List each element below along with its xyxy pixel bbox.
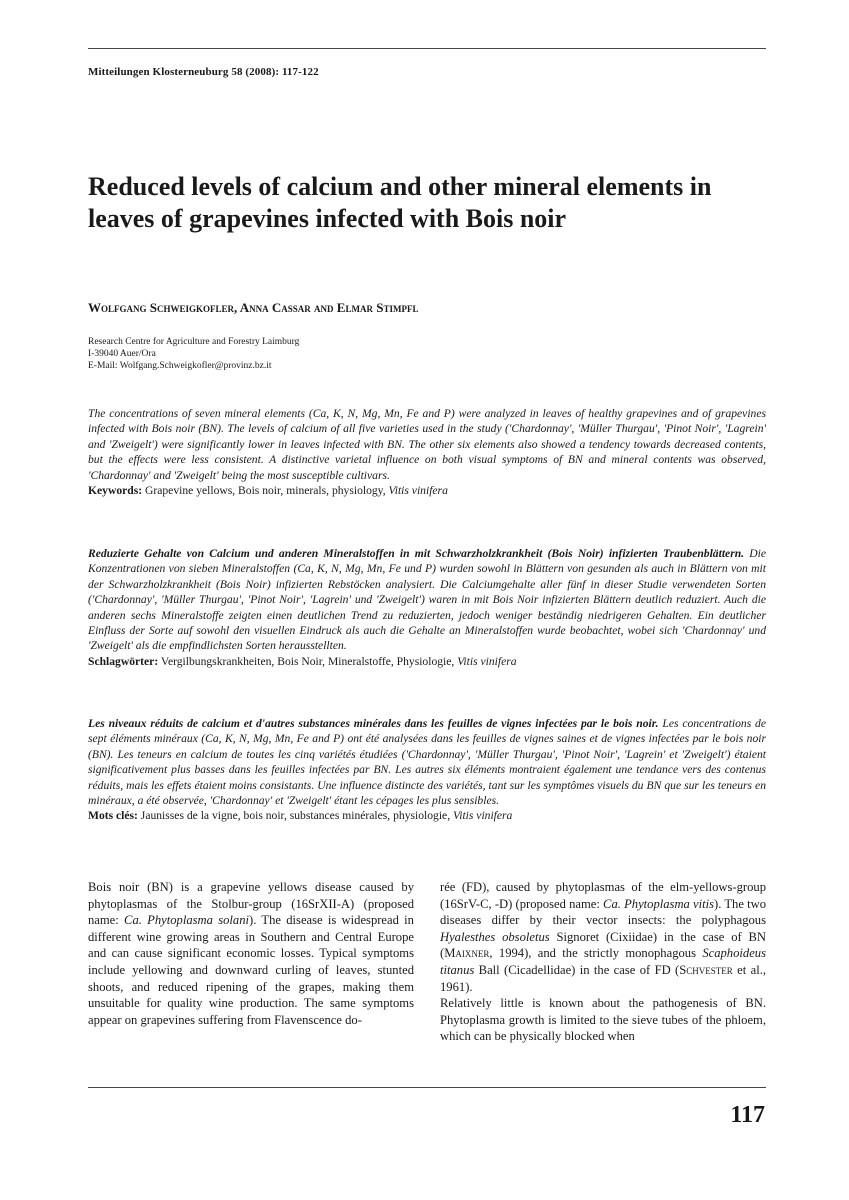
keywords-english	[88, 483, 766, 498]
body-text: et al., 1961).	[440, 962, 766, 994]
body-text: ). The two diseases differ by their vector insects: the polyphagous	[440, 896, 766, 928]
body-italic: Ca. Phytoplasma vitis	[603, 896, 715, 911]
body-text: , 1994), and the strictly monophagous	[489, 946, 703, 961]
keywords-french	[88, 808, 766, 823]
keywords-latin: Vitis vinifera	[453, 809, 513, 823]
journal-citation: Mitteilungen Klosterneuburg 58 (2008): 117-122	[88, 66, 319, 78]
body-column-right	[440, 879, 766, 1045]
body-text: ). The disease is widespread in different wine growing areas in Southern and Central Europe and can cause significant economic losses. Typical symptoms include yellowing and downward curling of leaves, stunted shoots, and reduced ripening of the grapes, making them unsuitable for quality wine production. The same symptoms appear on grapevines suffering from Flavenscence do-	[88, 913, 414, 1027]
abstract-french-body: Les concentrations de sept éléments minéraux (Ca, K, N, Mg, Mn, Fe and P) ont été analysées dans les feuilles de vignes saines et de vignes infectées par le bois noir (BN). Les teneurs en calcium de toutes les cinq variétés étudiées ('Chardonnay', 'Müller Thurgau', 'Pinot Noir', 'Lagrein' et 'Zweigelt') étaient significativement plus basses dans les feuilles infectées par BN. Les autres six éléments montraient également une tendance vers des contenus réduits, mais les effets étaient moins consistants. Une influence distincte des variétés, tant sur les symptômes visuels du BN que sur les teneurs en minéraux, a été observée, 'Chardonnay' et 'Zweigelt' étant les cépages les plus sensibles.	[88, 717, 767, 808]
abstract-german	[88, 546, 766, 669]
keywords-text: Grapevine yellows, Bois noir, minerals, physiology,	[142, 484, 389, 498]
bottom-rule	[88, 1087, 766, 1088]
keywords-german	[88, 654, 766, 669]
body-paragraph	[440, 879, 766, 995]
affiliation	[88, 336, 299, 372]
page-number: 117	[730, 1102, 765, 1128]
keywords-text: Vergilbungskrankheiten, Bois Noir, Mineralstoffe, Physiologie,	[158, 654, 458, 668]
abstract-french	[88, 716, 766, 824]
abstract-german-heading: Reduzierte Gehalte von Calcium und anderen Mineralstoffen in mit Schwarzholzkrankheit (Bois Noir) infizierten Traubenblättern.	[88, 547, 745, 560]
abstract-french-text	[88, 716, 766, 808]
citation-author: Schvester	[679, 962, 733, 977]
keywords-text: Jaunisses de la vigne, bois noir, substances minérales, physiologie,	[137, 809, 453, 823]
body-italic: Scaphoideus titanus	[440, 946, 766, 977]
abstract-french-heading: Les niveaux réduits de calcium et d'autres substances minérales dans les feuilles de vignes infectées par le bois noir.	[88, 717, 659, 730]
keywords-label: Keywords:	[88, 484, 143, 498]
abstract-english-text: The concentrations of seven mineral elements (Ca, K, N, Mg, Mn, Fe and P) were analyzed in leaves of healthy grapevines and of grapevines infected with Bois noir (BN). The levels of calcium of all five varieties used in the study ('Chardonnay', 'Müller Thurgau', 'Pinot Noir', 'Lagrein' and 'Zweigelt') were significantly lower in leaves infected with BN. The other six elements also showed a tendency towards decreased contents, but the effects were less consistent. A distinctive varietal influence on both visual symptoms of BN and mineral contents was observed, 'Chardonnay' and 'Zweigelt' being the most susceptible cultivars.	[88, 407, 766, 482]
citation-author: Maixner	[444, 946, 490, 961]
keywords-latin: Vitis vinifera	[388, 484, 448, 498]
affiliation-address: I-39040 Auer/Ora	[88, 349, 156, 359]
abstract-english	[88, 406, 766, 498]
top-rule	[88, 48, 766, 49]
body-text: Ball (Cicadellidae) in the case of FD (	[474, 962, 680, 977]
keywords-label: Mots clés:	[88, 809, 138, 823]
affiliation-email: E-Mail: Wolfgang.Schweigkofler@provinz.bz.it	[88, 361, 272, 371]
abstract-german-text	[88, 546, 766, 654]
body-paragraph: Relatively little is known about the pathogenesis of BN. Phytoplasma growth is limited to the sieve tubes of the phloem, which can be physically blocked when	[440, 996, 766, 1044]
keywords-label: Schlagwörter:	[88, 654, 159, 668]
affiliation-institution: Research Centre for Agriculture and Forestry Laimburg	[88, 337, 300, 347]
keywords-latin: Vitis vinifera	[457, 654, 517, 668]
body-text: Signoret (Cixiidae) in the case of BN (	[440, 929, 766, 961]
author-list: Wolfgang Schweigkofler, Anna Cassar and Elmar Stimpfl	[88, 300, 419, 315]
body-text: Bois noir (BN) is a grapevine yellows disease caused by phytoplasmas of the Stolbur-group (16SrXII-A) (proposed name:	[88, 880, 414, 928]
body-italic: Ca. Phytoplasma solani	[124, 913, 249, 928]
body-italic: Hyalesthes obsoletus	[440, 929, 550, 944]
body-column-left	[88, 879, 414, 1028]
body-paragraph	[88, 879, 414, 1028]
body-text: rée (FD), caused by phytoplasmas of the elm-yellows-group (16SrV-C, -D) (proposed name:	[440, 880, 766, 911]
abstract-german-body: Die Konzentrationen von sieben Mineralstoffen (Ca, K, N, Mg, Mn, Fe und P) wurden sowohl in Blättern von gesunden als auch in Blättern von mit der Schwarzholzkrankheit (Bois Noir) infizierten Rebstöcken analysiert. Die Calciumgehalte aller fünf in dieser Studie verwendeten Sorten ('Chardonnay', 'Müller Thurgau', 'Pinot Noir', 'Lagrein' und 'Zweigelt') waren in mit Bois Noir infizierten Blättern deutlich reduziert. Auch die anderen sechs Mineralstoffe zeigten einen deutlichen Trend zu reduzierten, jedoch weniger beständig niedrigeren Gehalten. Ein deutlicher Einfluss der Sorte auf sowohl den visuellen Eindruck als auch die Gehalte an Mineralstoffen wurde beobachtet, wobei sich 'Chardonnay' und 'Zweigelt' als die empfindlichsten Sorten herausstellten.	[88, 547, 767, 653]
paper-title: Reduced levels of calcium and other mineral elements in leaves of grapevines infected with Bois noir	[88, 172, 712, 233]
